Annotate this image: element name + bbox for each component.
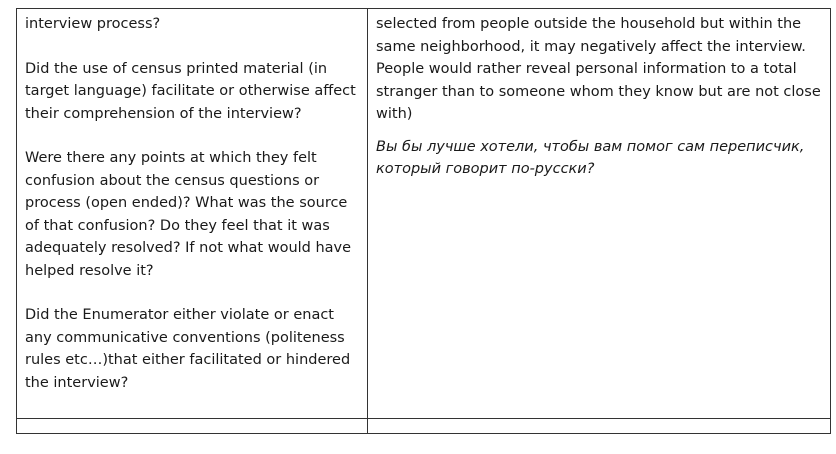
empty-left-cell xyxy=(17,419,368,434)
table-row xyxy=(17,9,831,419)
empty-right-cell xyxy=(368,419,831,434)
question-communicative-conventions: Did the Enumerator either violate or enact any communicative conventions (politeness rules etc…)that either facilitated or hindered the interview? xyxy=(25,307,351,391)
right-cell xyxy=(368,9,831,419)
table-row-empty xyxy=(17,419,831,434)
response-english-text: selected from people outside the household but within the same neighborhood, it may negatively affect the interview. People would rather reveal personal information to a total stranger than to someone whom they know but are not close with) xyxy=(376,16,821,122)
question-confusion: Were there any points at which they felt confusion about the census questions or process (open ended)? What was the source of that confusion? Do they feel that it was adequately resolved? If not what would have helped resolve it? xyxy=(25,150,352,279)
document-table xyxy=(16,8,831,434)
question-continuation: interview process? xyxy=(25,16,161,32)
response-russian-text: Вы бы лучше хотели, чтобы вам помог сам переписчик, который говорит по-русски? xyxy=(376,138,805,177)
left-cell xyxy=(17,9,368,419)
question-printed-material: Did the use of census printed material (in target language) facilitate or otherwise affect their comprehension of the interview? xyxy=(25,60,356,122)
